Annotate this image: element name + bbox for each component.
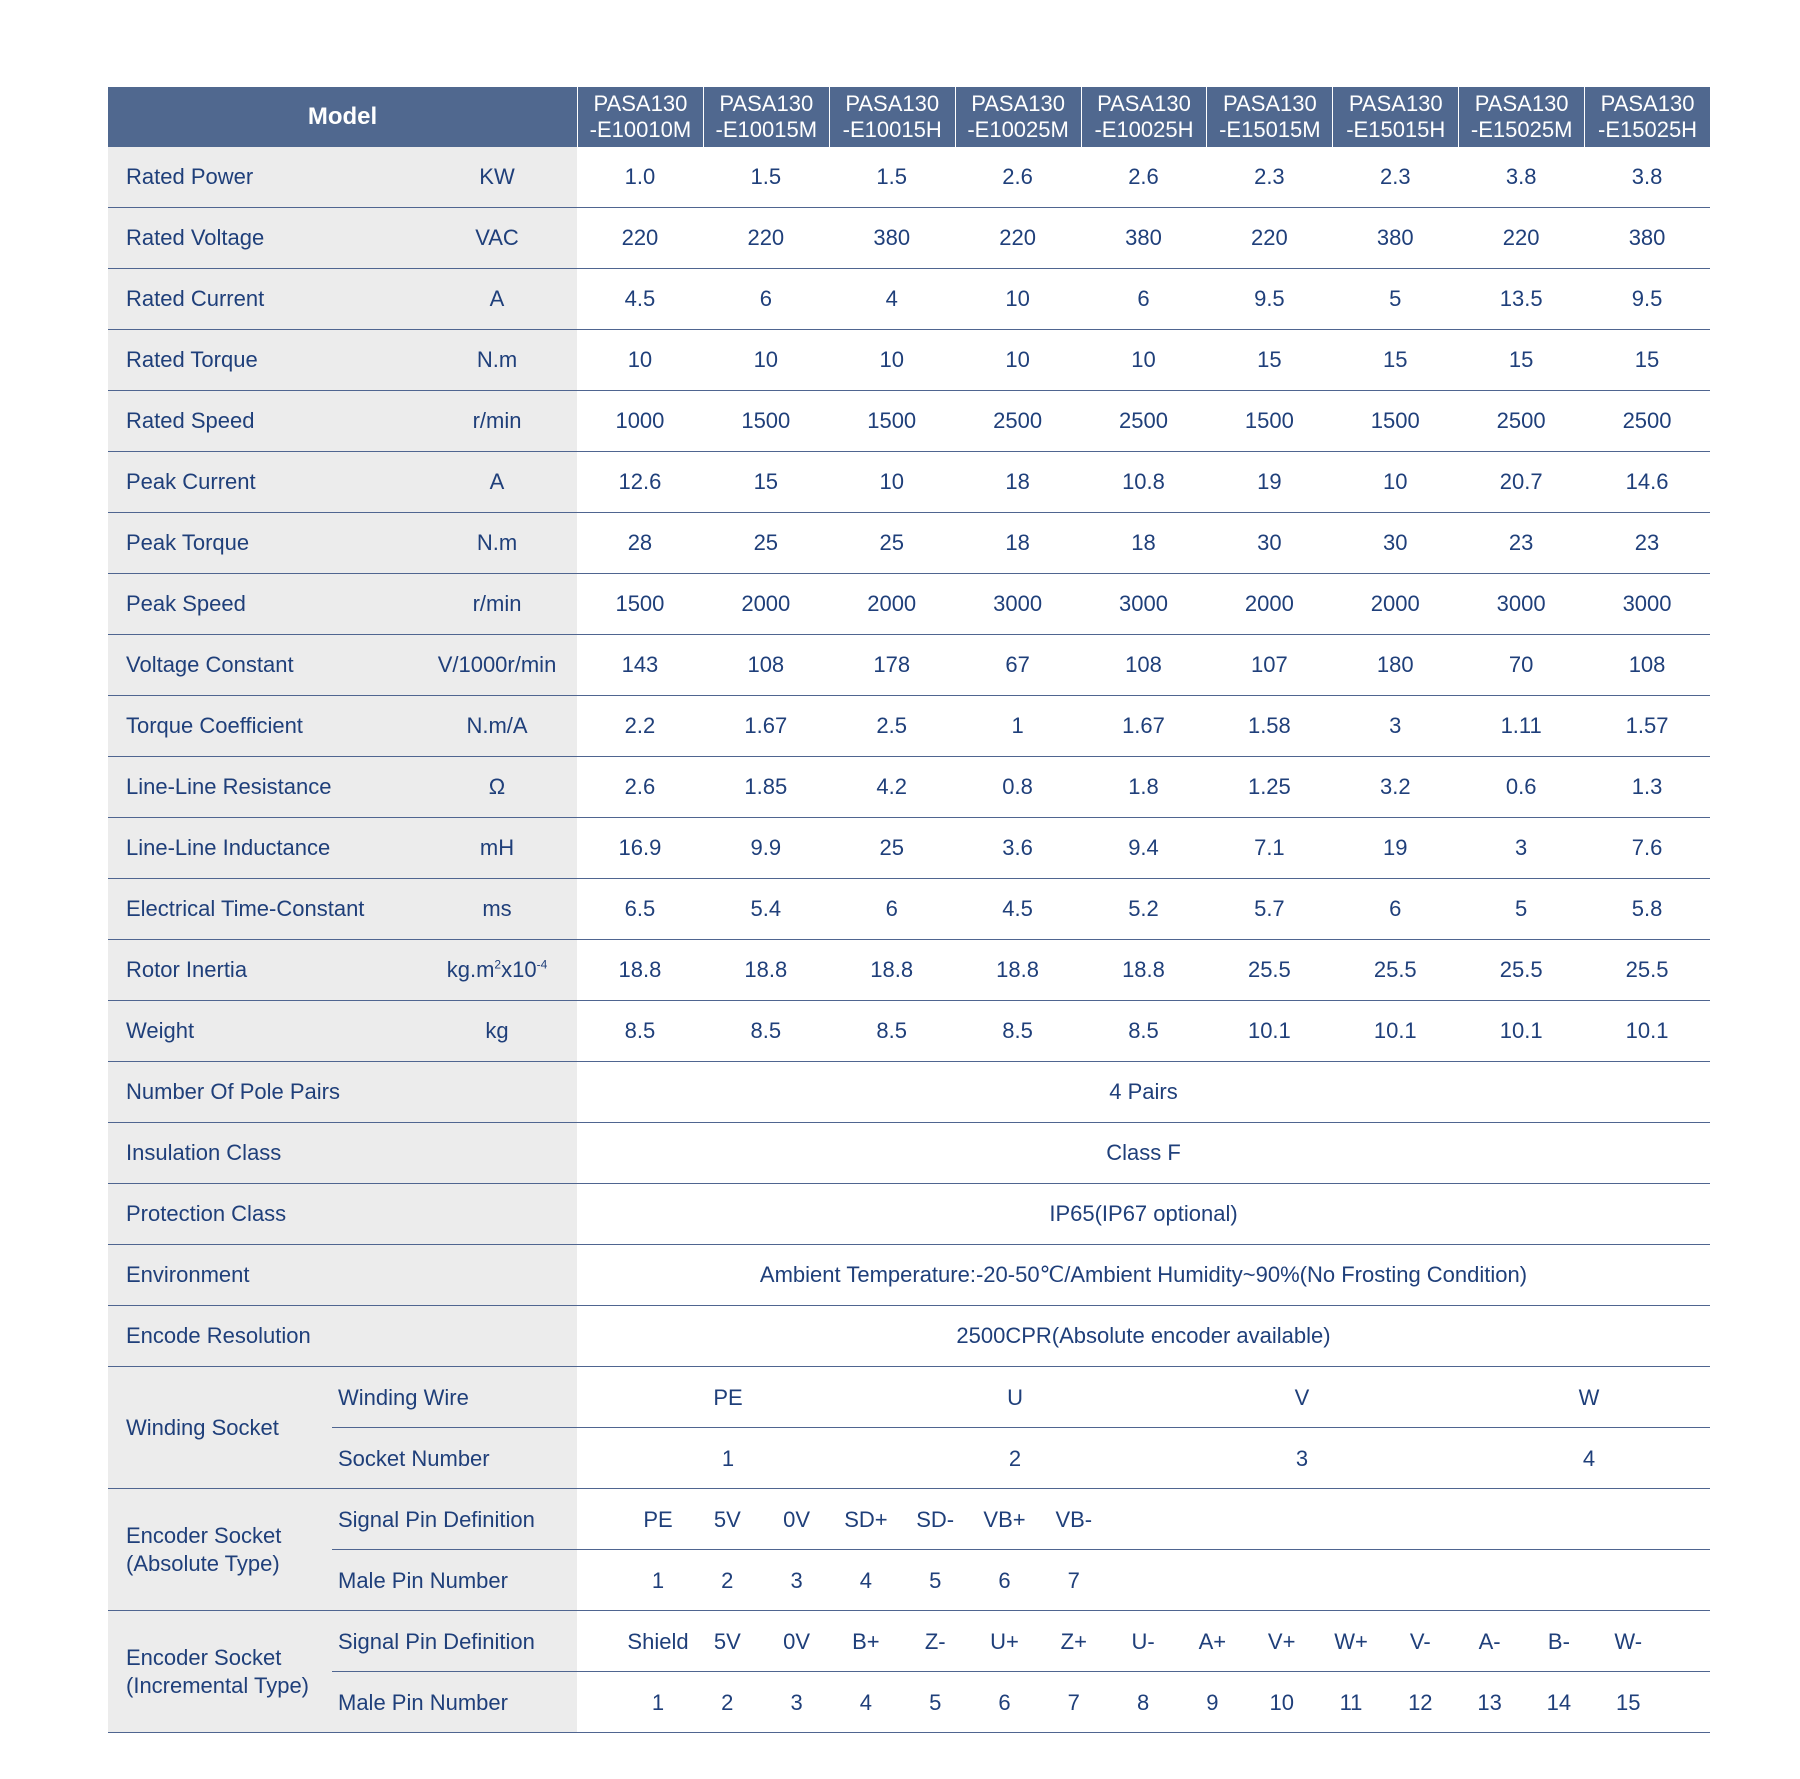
value-cell: 1500 bbox=[1244, 408, 1294, 433]
model-name-line2: -E10015M bbox=[715, 117, 818, 142]
row-label: Electrical Time-Constant bbox=[126, 896, 365, 921]
row-label: Voltage Constant bbox=[126, 652, 294, 677]
value-cell: 0.6 bbox=[1505, 774, 1537, 799]
row-label: Rated Voltage bbox=[126, 225, 265, 250]
model-name-line1: PASA130 bbox=[593, 91, 688, 116]
value-cell: 25.5 bbox=[1499, 957, 1543, 982]
value-cell: 15 bbox=[1383, 347, 1408, 372]
row-label-cell bbox=[108, 208, 577, 268]
value-cell: 67 bbox=[1005, 652, 1030, 677]
row-label-cell bbox=[108, 269, 577, 329]
value-cell: 1.67 bbox=[744, 713, 788, 738]
value-cell: 15 bbox=[1508, 347, 1534, 372]
value-cell: 2500 bbox=[1496, 408, 1546, 433]
value-cell: 10.1 bbox=[1373, 1018, 1417, 1043]
value-cell: 5 bbox=[1389, 286, 1402, 311]
value-cell: 4.2 bbox=[876, 774, 907, 799]
value-cell: 2500 bbox=[993, 408, 1043, 433]
table-row bbox=[108, 1001, 1710, 1062]
sub-row: Signal Pin Definition PE 5V 0V SD+ SD- VB+ VB- bbox=[332, 1489, 1710, 1550]
value-cell: 20.7 bbox=[1499, 469, 1543, 494]
value-cell: 1.0 bbox=[624, 164, 656, 189]
row-label: Rated Current bbox=[126, 286, 265, 311]
value-cell: 28 bbox=[627, 530, 653, 555]
row-label: Peak Current bbox=[126, 469, 256, 494]
row-label: Protection Class bbox=[126, 1201, 287, 1226]
value-cell: 380 bbox=[1628, 225, 1666, 250]
spanning-value: IP65(IP67 optional) bbox=[1049, 1201, 1238, 1226]
value-cell: 1.57 bbox=[1625, 713, 1669, 738]
value-cell: 6 bbox=[885, 896, 898, 921]
value-cell: 9.5 bbox=[1254, 286, 1285, 311]
value-cell: 10.1 bbox=[1247, 1018, 1291, 1043]
row-label-cell bbox=[108, 1184, 577, 1244]
model-name-line1: PASA130 bbox=[1474, 91, 1569, 116]
table-row bbox=[108, 1245, 1710, 1306]
value-cell: 16.9 bbox=[618, 835, 662, 860]
value-cell: 18.8 bbox=[996, 957, 1039, 982]
unit-superscript: 2 bbox=[494, 957, 502, 972]
value-cell: 2.3 bbox=[1379, 164, 1411, 189]
model-name-line1: PASA130 bbox=[1348, 91, 1443, 116]
unit-base: kg.m bbox=[446, 957, 495, 982]
unit-superscript: -4 bbox=[536, 957, 548, 972]
value-cell: 0.8 bbox=[1002, 774, 1033, 799]
value-cell: 2.6 bbox=[1128, 164, 1159, 189]
value-cell: 10 bbox=[627, 347, 653, 372]
value-cell: 1.8 bbox=[1128, 774, 1159, 799]
sub-row-label: Male Pin Number bbox=[338, 1567, 508, 1593]
value-cell: 2000 bbox=[867, 591, 917, 616]
model-column-header bbox=[955, 87, 1081, 147]
row-label-cell bbox=[108, 147, 577, 207]
unit-text: A bbox=[489, 469, 505, 494]
value-cell: 178 bbox=[873, 652, 911, 677]
value-cell: 2000 bbox=[1244, 591, 1294, 616]
row-label: Torque Coefficient bbox=[126, 713, 303, 738]
row-label: Insulation Class bbox=[126, 1140, 282, 1165]
unit-text: ms bbox=[482, 896, 512, 921]
value-cell: 380 bbox=[873, 225, 911, 250]
value-cell: 220 bbox=[999, 225, 1036, 250]
row-label-cell bbox=[108, 1123, 577, 1183]
table-row bbox=[108, 452, 1710, 513]
value-cell: 13.5 bbox=[1499, 286, 1543, 311]
group-label bbox=[126, 1367, 279, 1489]
sub-row-label: Signal Pin Definition bbox=[338, 1628, 535, 1654]
value-cell: 8.5 bbox=[1002, 1018, 1033, 1043]
table-header bbox=[108, 87, 1710, 147]
model-name-line1: PASA130 bbox=[845, 91, 940, 116]
value-cell: 25 bbox=[753, 530, 779, 555]
value-cell: 1.5 bbox=[750, 164, 782, 189]
value-cell: 25.5 bbox=[1625, 957, 1669, 982]
table-row bbox=[108, 879, 1710, 940]
value-cell: 8.5 bbox=[1128, 1018, 1159, 1043]
unit-text: N.m bbox=[476, 347, 518, 372]
row-label-cell bbox=[108, 330, 577, 390]
value-cell: 1000 bbox=[615, 408, 665, 433]
value-cell: 3.8 bbox=[1505, 164, 1537, 189]
value-cell: 143 bbox=[621, 652, 659, 677]
value-cell: 1500 bbox=[741, 408, 791, 433]
value-cell: 2.3 bbox=[1254, 164, 1285, 189]
value-cell: 108 bbox=[1628, 652, 1666, 677]
value-cell: 8.5 bbox=[876, 1018, 907, 1043]
model-name-line2: -E15025M bbox=[1470, 117, 1573, 142]
spanning-value: Class F bbox=[1106, 1140, 1181, 1165]
sub-row-divider bbox=[332, 1549, 1710, 1550]
table-row bbox=[108, 635, 1710, 696]
value-cell: 10 bbox=[753, 347, 779, 372]
row-label-cell bbox=[108, 574, 577, 634]
model-column-header bbox=[577, 87, 703, 147]
sub-row-label: Winding Wire bbox=[338, 1384, 469, 1410]
row-label: Peak Speed bbox=[126, 591, 246, 616]
value-cell: 4.5 bbox=[624, 286, 656, 311]
row-label: Number Of Pole Pairs bbox=[126, 1079, 340, 1104]
value-cell: 4 bbox=[885, 286, 898, 311]
value-cell: 18 bbox=[1005, 530, 1030, 555]
value-cell: 8.5 bbox=[750, 1018, 782, 1043]
value-cell: 6 bbox=[759, 286, 772, 311]
table-row bbox=[108, 757, 1710, 818]
sub-row-label: Socket Number bbox=[338, 1445, 490, 1471]
value-cell: 1500 bbox=[867, 408, 917, 433]
value-cell: 5 bbox=[1515, 896, 1528, 921]
model-column-header bbox=[1332, 87, 1458, 147]
model-name-line2: -E10025H bbox=[1094, 117, 1194, 142]
value-cell: 18 bbox=[1005, 469, 1030, 494]
value-cell: 3 bbox=[1515, 835, 1528, 860]
table-row bbox=[108, 1062, 1710, 1123]
group-label-line: (Absolute Type) bbox=[126, 1551, 280, 1576]
unit-text: VAC bbox=[475, 225, 519, 250]
table-row bbox=[108, 1184, 1710, 1245]
sub-row: Male Pin Number 1 2 3 4 5 6 7 8 9 10 11 12 13 14 15 bbox=[332, 1672, 1710, 1733]
value-cell: 1500 bbox=[1370, 408, 1420, 433]
model-column-header bbox=[1584, 87, 1710, 147]
value-cell: 2.6 bbox=[624, 774, 656, 799]
value-cell: 9.5 bbox=[1631, 286, 1663, 311]
sub-row-divider bbox=[332, 1671, 1710, 1672]
value-cell: 1.3 bbox=[1631, 774, 1663, 799]
value-cell: 25 bbox=[879, 835, 904, 860]
model-name-line2: -E10015H bbox=[842, 117, 942, 142]
value-cell: 9.4 bbox=[1128, 835, 1159, 860]
value-cell: 18 bbox=[1131, 530, 1156, 555]
table-row bbox=[108, 1306, 1710, 1367]
row-label-cell bbox=[108, 818, 577, 878]
value-cell: 108 bbox=[747, 652, 785, 677]
unit-text: A bbox=[489, 286, 505, 311]
value-cell: 6 bbox=[1137, 286, 1150, 311]
value-cell: 18.8 bbox=[870, 957, 914, 982]
value-cell: 10 bbox=[879, 347, 904, 372]
value-cell: 1500 bbox=[615, 591, 665, 616]
table-row bbox=[108, 330, 1710, 391]
row-label-cell bbox=[108, 757, 577, 817]
row-label: Rated Speed bbox=[126, 408, 255, 433]
sub-row-divider bbox=[332, 1427, 1710, 1428]
model-column-header bbox=[1458, 87, 1584, 147]
row-label: Peak Torque bbox=[126, 530, 250, 555]
value-cell: 220 bbox=[1502, 225, 1540, 250]
value-cell: 6.5 bbox=[624, 896, 656, 921]
model-name-line2: -E10025M bbox=[967, 117, 1069, 142]
value-cell: 1.11 bbox=[1500, 713, 1542, 738]
value-cell: 2.2 bbox=[624, 713, 656, 738]
model-column-header bbox=[829, 87, 955, 147]
value-cell: 380 bbox=[1376, 225, 1414, 250]
value-cell: 5.4 bbox=[750, 896, 782, 921]
row-label: Environment bbox=[126, 1262, 250, 1287]
value-cell: 10.1 bbox=[1625, 1018, 1669, 1043]
group-label-line: Winding Socket bbox=[126, 1415, 279, 1440]
value-cell: 18.8 bbox=[744, 957, 788, 982]
table-row bbox=[108, 513, 1710, 574]
unit-text: r/min bbox=[472, 591, 522, 616]
table-row bbox=[108, 818, 1710, 879]
value-cell: 5.7 bbox=[1254, 896, 1285, 921]
row-label: Encode Resolution bbox=[126, 1323, 311, 1348]
table-row bbox=[108, 940, 1710, 1001]
value-cell: 15 bbox=[753, 469, 779, 494]
sub-row-label: Signal Pin Definition bbox=[338, 1506, 535, 1532]
table-row bbox=[108, 208, 1710, 269]
unit-mid: x10 bbox=[501, 957, 537, 982]
value-cell: 23 bbox=[1634, 530, 1660, 555]
model-name-line2: -E15025H bbox=[1598, 117, 1698, 142]
model-name-line1: PASA130 bbox=[1222, 91, 1317, 116]
value-cell: 1.5 bbox=[876, 164, 907, 189]
value-cell: 10 bbox=[879, 469, 904, 494]
value-cell: 12.6 bbox=[618, 469, 662, 494]
value-cell: 10 bbox=[1383, 469, 1408, 494]
row-label: Line-Line Inductance bbox=[126, 835, 331, 860]
value-cell: 3 bbox=[1389, 713, 1402, 738]
value-cell: 2.5 bbox=[876, 713, 907, 738]
value-cell: 3000 bbox=[993, 591, 1043, 616]
value-cell: 15 bbox=[1634, 347, 1660, 372]
value-cell: 6 bbox=[1389, 896, 1402, 921]
table-row bbox=[108, 574, 1710, 635]
group-label bbox=[126, 1611, 309, 1733]
value-cell: 10 bbox=[1005, 286, 1030, 311]
value-cell: 3.6 bbox=[1002, 835, 1033, 860]
value-cell: 10 bbox=[1131, 347, 1156, 372]
value-cell: 1.25 bbox=[1247, 774, 1291, 799]
model-name-line1: PASA130 bbox=[1097, 91, 1191, 116]
value-cell: 1.58 bbox=[1247, 713, 1291, 738]
value-cell: 1 bbox=[1011, 713, 1024, 738]
model-column-header bbox=[1081, 87, 1207, 147]
row-label-cell bbox=[108, 696, 577, 756]
model-column-header bbox=[703, 87, 829, 147]
value-cell: 380 bbox=[1125, 225, 1162, 250]
value-cell: 5.8 bbox=[1631, 896, 1663, 921]
unit-text: Ω bbox=[488, 774, 506, 799]
row-label-cell bbox=[108, 452, 577, 512]
value-cell: 10.8 bbox=[1122, 469, 1165, 494]
spanning-value: 2500CPR(Absolute encoder available) bbox=[956, 1323, 1331, 1348]
value-cell: 3.2 bbox=[1379, 774, 1411, 799]
value-cell: 3000 bbox=[1496, 591, 1546, 616]
unit-text: mH bbox=[479, 835, 515, 860]
model-name-line2: -E15015H bbox=[1346, 117, 1446, 142]
row-label: Rotor Inertia bbox=[126, 957, 248, 982]
group-divider bbox=[108, 1732, 1710, 1733]
row-label-cell bbox=[108, 513, 577, 573]
table-row bbox=[108, 696, 1710, 757]
value-cell: 10 bbox=[1005, 347, 1030, 372]
table-row bbox=[108, 1123, 1710, 1184]
model-column-header bbox=[1206, 87, 1332, 147]
sub-row: Male Pin Number 1 2 3 4 5 6 7 bbox=[332, 1550, 1710, 1611]
value-cell: 220 bbox=[747, 225, 785, 250]
value-cell: 2500 bbox=[1622, 408, 1672, 433]
value-cell: 2000 bbox=[741, 591, 791, 616]
unit-text: r/min bbox=[472, 408, 522, 433]
unit-text: KW bbox=[479, 164, 515, 189]
value-cell: 15 bbox=[1257, 347, 1282, 372]
model-header-label: Model bbox=[307, 103, 378, 130]
value-cell: 3000 bbox=[1119, 591, 1168, 616]
row-label-cell bbox=[108, 1001, 577, 1061]
value-cell: 19 bbox=[1257, 469, 1282, 494]
table-row bbox=[108, 147, 1710, 208]
row-label: Weight bbox=[126, 1018, 195, 1043]
row-label-cell bbox=[108, 879, 577, 939]
row-label-cell bbox=[108, 391, 577, 451]
value-cell: 2.6 bbox=[1002, 164, 1033, 189]
value-cell: 2000 bbox=[1370, 591, 1420, 616]
sub-row-label: Male Pin Number bbox=[338, 1689, 508, 1715]
row-label-cell bbox=[108, 940, 577, 1000]
value-cell: 107 bbox=[1251, 652, 1288, 677]
value-cell: 1.67 bbox=[1122, 713, 1165, 738]
value-cell: 19 bbox=[1383, 835, 1408, 860]
value-cell: 2500 bbox=[1119, 408, 1168, 433]
value-cell: 108 bbox=[1125, 652, 1162, 677]
row-label: Rated Power bbox=[126, 164, 254, 189]
row-label-cell bbox=[108, 1062, 577, 1122]
value-cell: 220 bbox=[1251, 225, 1288, 250]
value-cell: 10.1 bbox=[1499, 1018, 1543, 1043]
group-label-line: Encoder Socket bbox=[126, 1523, 282, 1548]
value-cell: 3000 bbox=[1622, 591, 1672, 616]
unit-text: N.m/A bbox=[466, 713, 528, 738]
value-cell: 1.85 bbox=[744, 774, 788, 799]
value-cell: 4.5 bbox=[1002, 896, 1033, 921]
row-label-cell bbox=[108, 1245, 577, 1305]
value-cell: 7.6 bbox=[1631, 835, 1663, 860]
model-name-line1: PASA130 bbox=[1600, 91, 1695, 116]
sub-row: Socket Number 1 2 3 4 bbox=[332, 1428, 1710, 1489]
value-cell: 25 bbox=[879, 530, 904, 555]
row-label-cell bbox=[108, 1306, 577, 1366]
value-cell: 30 bbox=[1257, 530, 1282, 555]
value-cell: 14.6 bbox=[1625, 469, 1669, 494]
value-cell: 8.5 bbox=[624, 1018, 656, 1043]
row-label: Line-Line Resistance bbox=[126, 774, 332, 799]
value-cell: 23 bbox=[1508, 530, 1534, 555]
value-cell: 180 bbox=[1376, 652, 1414, 677]
value-cell: 25.5 bbox=[1373, 957, 1417, 982]
value-cell: 220 bbox=[621, 225, 659, 250]
unit-text bbox=[447, 957, 548, 983]
spanning-value: 4 Pairs bbox=[1109, 1079, 1178, 1104]
value-cell: 3.8 bbox=[1631, 164, 1663, 189]
sub-row: Winding Wire PE U V W bbox=[332, 1367, 1710, 1428]
table-row bbox=[108, 269, 1710, 330]
value-cell: 25.5 bbox=[1247, 957, 1291, 982]
value-cell: 9.9 bbox=[750, 835, 782, 860]
row-label: Rated Torque bbox=[126, 347, 258, 372]
row-label-cell bbox=[108, 635, 577, 695]
value-cell: 70 bbox=[1508, 652, 1534, 677]
model-name-line1: PASA130 bbox=[719, 91, 814, 116]
spec-table bbox=[108, 87, 1710, 1733]
group-label-line: Encoder Socket bbox=[126, 1645, 282, 1670]
model-name-line1: PASA130 bbox=[971, 91, 1065, 116]
table-row bbox=[108, 391, 1710, 452]
value-cell: 7.1 bbox=[1254, 835, 1285, 860]
group-label-line: (Incremental Type) bbox=[126, 1673, 310, 1698]
unit-text: kg bbox=[485, 1018, 509, 1043]
model-name-line2: -E15015M bbox=[1219, 117, 1321, 142]
unit-text: V/1000r/min bbox=[437, 652, 557, 677]
value-cell: 18.8 bbox=[618, 957, 662, 982]
value-cell: 18.8 bbox=[1122, 957, 1165, 982]
value-cell: 30 bbox=[1383, 530, 1408, 555]
sub-row: Signal Pin Definition Shield 5V 0V B+ Z- U+ Z+ U- A+ V+ W+ V- A- B- W- bbox=[332, 1611, 1710, 1672]
unit-text: N.m bbox=[476, 530, 518, 555]
group-label bbox=[126, 1489, 281, 1611]
model-name-line2: -E10010M bbox=[589, 117, 692, 142]
value-cell: 5.2 bbox=[1128, 896, 1159, 921]
spanning-value: Ambient Temperature:-20-50℃/Ambient Humidity~90%(No Frosting Condition) bbox=[759, 1262, 1528, 1287]
